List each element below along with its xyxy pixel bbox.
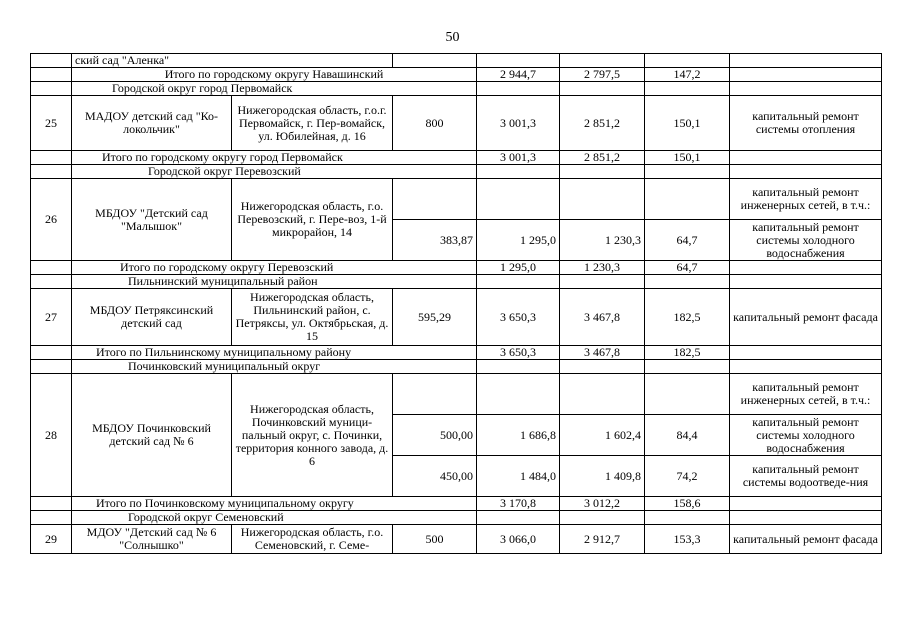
institution-name: МАДОУ детский сад "Ко-локольчик"	[72, 96, 232, 151]
subsidy-value: 1 602,4	[560, 415, 645, 456]
total-cost: 3 650,3	[477, 346, 560, 360]
cost-value: 3 066,0	[477, 525, 560, 554]
table-row	[31, 275, 882, 289]
subsidy-value: 2 851,2	[560, 96, 645, 151]
table-row	[31, 96, 882, 151]
total-cofinance: 150,1	[645, 151, 730, 165]
continuation-text: ский сад "Аленка"	[72, 54, 393, 68]
work-type: капитальный ремонт фасада	[730, 525, 882, 554]
table-row	[31, 360, 882, 374]
total-cost: 2 944,7	[477, 68, 560, 82]
institution-name: МБДОУ "Детский сад "Малышок"	[72, 179, 232, 261]
total-label: Итого по городскому округу город Первомайск	[72, 151, 477, 165]
table-row	[31, 511, 882, 525]
row-number: 27	[31, 289, 72, 346]
total-label: Итого по городскому округу Навашинский	[72, 68, 477, 82]
cost-value: 3 650,3	[477, 289, 560, 346]
total-subsidy: 3 012,2	[560, 497, 645, 511]
subsidy-value: 3 467,8	[560, 289, 645, 346]
institution-address: Нижегородская область, г.о. Семеновский, г. Семе-	[232, 525, 393, 554]
cofinance-value: 74,2	[645, 456, 730, 497]
total-label: Итого по Починковскому муниципальному округу	[72, 497, 477, 511]
section-heading: Городской округ Перевозский	[72, 165, 477, 179]
work-type: капитальный ремонт фасада	[730, 289, 882, 346]
total-label: Итого по Пильнинскому муниципальному району	[72, 346, 477, 360]
table-row	[31, 289, 882, 346]
institution-name: МБДОУ Петряксинский детский сад	[72, 289, 232, 346]
cofinance-value: 64,7	[645, 220, 730, 261]
table-row	[31, 54, 882, 68]
institution-address: Нижегородская область, г.о. Перевозский, г. Пере-воз, 1-й микрорайон, 14	[232, 179, 393, 261]
subsidy-value: 1 409,8	[560, 456, 645, 497]
table-row	[31, 346, 882, 360]
work-type: капитальный ремонт системы отопления	[730, 96, 882, 151]
table-row	[31, 179, 882, 220]
cofinance-value: 153,3	[645, 525, 730, 554]
row-number: 26	[31, 179, 72, 261]
total-subsidy: 2 851,2	[560, 151, 645, 165]
row-number: 28	[31, 374, 72, 497]
total-subsidy: 2 797,5	[560, 68, 645, 82]
institution-name: МБДОУ Починковский детский сад № 6	[72, 374, 232, 497]
row-number: 25	[31, 96, 72, 151]
section-heading: Починковский муниципальный округ	[72, 360, 477, 374]
subsidy-value: 2 912,7	[560, 525, 645, 554]
section-heading: Городской округ город Первомайск	[72, 82, 477, 96]
table-row	[31, 525, 882, 554]
institution-address: Нижегородская область, г.о.г. Первомайск, г. Пер-вомайск, ул. Юбилейная, д. 16	[232, 96, 393, 151]
capacity-value: 450,00	[393, 456, 477, 497]
section-heading: Пильнинский муниципальный район	[72, 275, 477, 289]
cofinance-value: 84,4	[645, 415, 730, 456]
capacity-value: 500	[393, 525, 477, 554]
total-cost: 3 001,3	[477, 151, 560, 165]
capacity-value: 800	[393, 96, 477, 151]
table-row	[31, 68, 882, 82]
cost-value: 1 686,8	[477, 415, 560, 456]
capacity-value: 500,00	[393, 415, 477, 456]
work-type-heading: капитальный ремонт инженерных сетей, в т.ч.:	[730, 179, 882, 220]
total-label: Итого по городскому округу Перевозский	[72, 261, 477, 275]
cost-value: 1 484,0	[477, 456, 560, 497]
cost-value: 1 295,0	[477, 220, 560, 261]
total-cost: 3 170,8	[477, 497, 560, 511]
page-number: 50	[445, 30, 460, 45]
work-type: капитальный ремонт системы водоотведе-ния	[730, 456, 882, 497]
total-cost: 1 295,0	[477, 261, 560, 275]
object-table	[30, 53, 882, 554]
total-subsidy: 3 467,8	[560, 346, 645, 360]
section-heading: Городской округ Семеновский	[72, 511, 477, 525]
institution-address: Нижегородская область, Пильнинский район, с. Петряксы, ул. Октябрьская, д. 15	[232, 289, 393, 346]
total-cofinance: 147,2	[645, 68, 730, 82]
institution-name: МДОУ "Детский сад № 6 "Солнышко"	[72, 525, 232, 554]
row-number: 29	[31, 525, 72, 554]
cost-value: 3 001,3	[477, 96, 560, 151]
table-row	[31, 82, 882, 96]
table-row	[31, 151, 882, 165]
table-row	[31, 374, 882, 415]
work-type: капитальный ремонт системы холодного водоснабжения	[730, 220, 882, 261]
cofinance-value: 182,5	[645, 289, 730, 346]
capacity-value: 383,87	[393, 220, 477, 261]
total-cofinance: 64,7	[645, 261, 730, 275]
table-row	[31, 497, 882, 511]
cofinance-value: 150,1	[645, 96, 730, 151]
work-type: капитальный ремонт системы холодного водоснабжения	[730, 415, 882, 456]
work-type-heading: капитальный ремонт инженерных сетей, в т.ч.:	[730, 374, 882, 415]
table-row	[31, 165, 882, 179]
total-subsidy: 1 230,3	[560, 261, 645, 275]
total-cofinance: 182,5	[645, 346, 730, 360]
capacity-value: 595,29	[393, 289, 477, 346]
subsidy-value: 1 230,3	[560, 220, 645, 261]
institution-address: Нижегородская область, Починковский муници-пальный округ, с. Починки, территория конного завода, д. 6	[232, 374, 393, 497]
table-row	[31, 261, 882, 275]
total-cofinance: 158,6	[645, 497, 730, 511]
